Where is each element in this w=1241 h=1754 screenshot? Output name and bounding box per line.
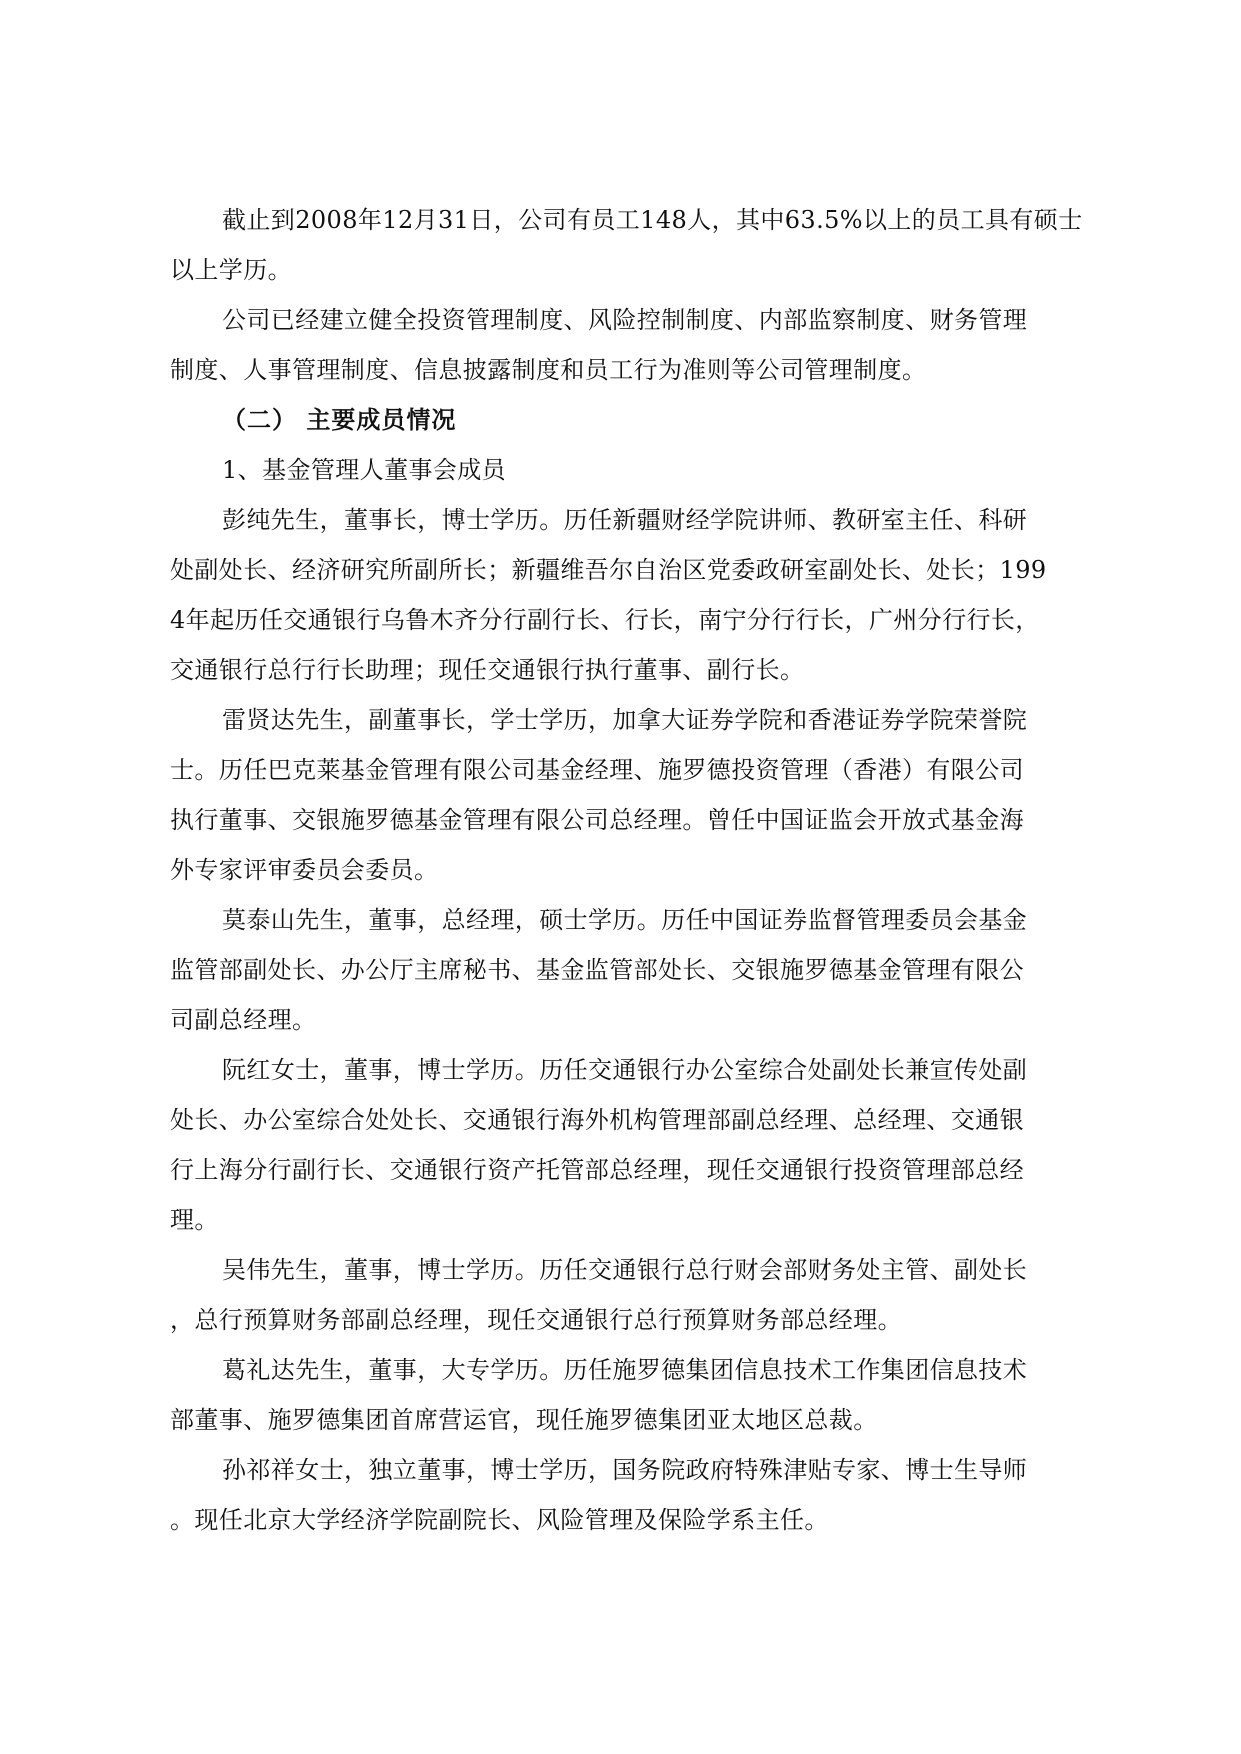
paragraph-employees-line-1: 截止到2008年12月31日，公司有员工148人，其中63.5%以上的员工具有硕士 <box>222 206 1083 234</box>
member-wu-wei-line-2: ，总行预算财务部副总经理，现任交通银行总行预算财务部总经理。 <box>170 1306 902 1334</box>
member-wu-wei-line-1: 吴伟先生，董事，博士学历。历任交通银行总行财会部财务处主管、副处长 <box>222 1256 1028 1284</box>
member-ruan-hong-line-1: 阮红女士，董事，博士学历。历任交通银行办公室综合处副处长兼宣传处副 <box>222 1056 1028 1084</box>
member-sun-qixiang-line-1: 孙祁祥女士，独立董事，博士学历，国务院政府特殊津贴专家、博士生导师 <box>222 1456 1028 1484</box>
paragraph-systems-line-2: 制度、人事管理制度、信息披露制度和员工行为准则等公司管理制度。 <box>170 356 927 384</box>
member-ruan-hong-line-3: 行上海分行副行长、交通银行资产托管部总经理，现任交通银行投资管理部总经 <box>170 1156 1024 1184</box>
member-lei-xianda-line-1: 雷贤达先生，副董事长，学士学历，加拿大证券学院和香港证券学院荣誉院 <box>222 706 1028 734</box>
member-peng-chun-line-3: 4年起历任交通银行乌鲁木齐分行副行长、行长，南宁分行行长，广州分行行长， <box>170 606 1040 634</box>
section-heading: （二） 主要成员情况 <box>222 406 457 434</box>
paragraph-employees-line-2: 以上学历。 <box>170 256 292 284</box>
subsection-heading: 1、基金管理人董事会成员 <box>222 456 507 484</box>
member-mo-taishan-line-1: 莫泰山先生，董事，总经理，硕士学历。历任中国证券监督管理委员会基金 <box>222 906 1028 934</box>
member-peng-chun-line-4: 交通银行总行行长助理；现任交通银行执行董事、副行长。 <box>170 656 805 684</box>
member-ge-lida-line-1: 葛礼达先生，董事，大专学历。历任施罗德集团信息技术工作集团信息技术 <box>222 1356 1028 1384</box>
paragraph-systems-line-1: 公司已经建立健全投资管理制度、风险控制制度、内部监察制度、财务管理 <box>222 306 1028 334</box>
member-lei-xianda-line-4: 外专家评审委员会委员。 <box>170 856 439 884</box>
member-peng-chun-line-1: 彭纯先生，董事长，博士学历。历任新疆财经学院讲师、教研室主任、科研 <box>222 506 1028 534</box>
member-sun-qixiang-line-2: 。现任北京大学经济学院副院长、风险管理及保险学系主任。 <box>170 1506 829 1534</box>
member-lei-xianda-line-3: 执行董事、交银施罗德基金管理有限公司总经理。曾任中国证监会开放式基金海 <box>170 806 1024 834</box>
member-ruan-hong-line-2: 处长、办公室综合处处长、交通银行海外机构管理部副总经理、总经理、交通银 <box>170 1106 1024 1134</box>
member-mo-taishan-line-3: 司副总经理。 <box>170 1006 317 1034</box>
member-peng-chun-line-2: 处副处长、经济研究所副所长；新疆维吾尔自治区党委政研室副处长、处长；199 <box>170 556 1047 584</box>
member-mo-taishan-line-2: 监管部副处长、办公厅主席秘书、基金监管部处长、交银施罗德基金管理有限公 <box>170 956 1024 984</box>
member-ge-lida-line-2: 部董事、施罗德集团首席营运官，现任施罗德集团亚太地区总裁。 <box>170 1406 878 1434</box>
member-ruan-hong-line-4: 理。 <box>170 1206 219 1234</box>
member-lei-xianda-line-2: 士。历任巴克莱基金管理有限公司基金经理、施罗德投资管理（香港）有限公司 <box>170 756 1024 784</box>
